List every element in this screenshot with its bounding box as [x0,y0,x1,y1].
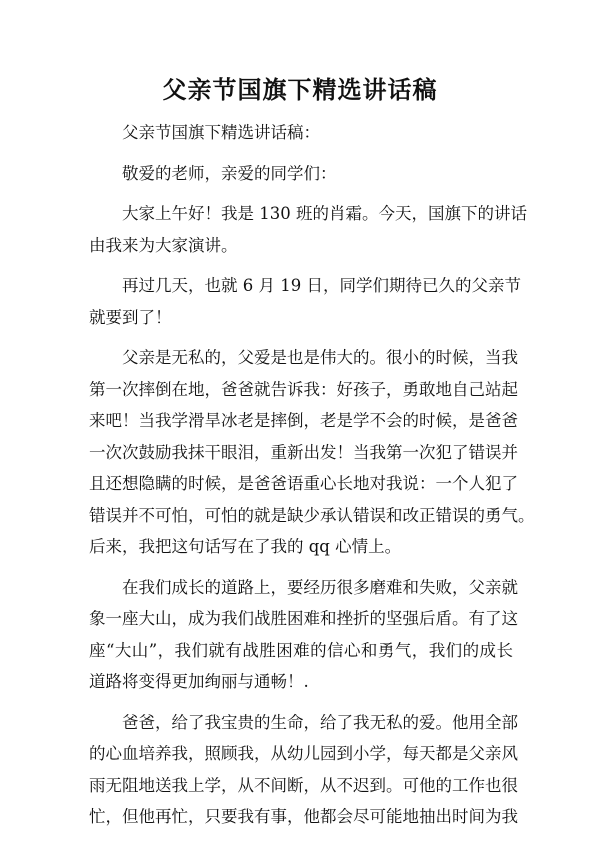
document-body [89,117,535,842]
paragraph [89,198,527,261]
paragraph-line: 忙，但他再忙，只要我有事，他都会尽可能地抽出时间为我 [89,807,518,826]
paragraph [89,707,518,833]
paragraph-line: 在我们成长的道路上，要经历很多磨难和失败，父亲就 [122,577,518,597]
paragraph [89,117,513,149]
paragraph-line: 再过几天，也就 6 月 19 日，同学们期待已久的父亲节 [122,276,521,295]
paragraph-line: 道路将变得更加绚丽与通畅！. [89,672,309,691]
paragraph-line: 敬爱的老师，亲爱的同学们： [122,163,337,183]
paragraph-line: 一次次鼓励我抹干眼泪，重新出发！当我第一次犯了错误并 [89,442,518,462]
paragraph-line: 且还想隐瞒的时候，是爸爸语重心长地对我说：一个人犯了 [89,474,518,493]
paragraph-line: 就要到了！ [89,307,172,327]
paragraph-line: 雨无阻地送我上学，从不间断，从不迟到。可他的工作也很 [89,775,518,795]
paragraph-line: 错误并不可怕，可怕的就是缺少承认错误和改正错误的勇气。 [89,505,535,525]
paragraph-line: 第一次摔倒在地，爸爸就告诉我：好孩子，勇敢地自己站起 [89,379,518,399]
paragraph-line: 父亲节国旗下精选讲话稿： [122,123,320,142]
paragraph-line: 象一座大山，成为我们战胜困难和挫折的坚强后盾。有了这 [89,609,518,628]
paragraph-line: 爸爸，给了我宝贵的生命，给了我无私的爱。他用全部 [122,712,518,732]
paragraph [89,158,513,190]
paragraph-line: 大家上午好！我是 130 班的肖霜。今天，国旗下的讲话 [122,204,527,223]
document-title: 父亲节国旗下精选讲话稿 [162,75,438,104]
paragraph-line: 的心血培养我，照顾我，从幼儿园到小学，每天都是父亲风 [89,744,518,763]
paragraph [89,342,535,563]
paragraph-line: 父亲是无私的，父爱是也是伟大的。很小的时候，当我 [122,348,518,367]
paragraph-line: 来吧！当我学滑旱冰老是摔倒，老是学不会的时候，是爸爸 [89,411,518,430]
paragraph [89,270,521,333]
paragraph-line: 由我来为大家演讲。 [89,235,238,255]
paragraph-line: 后来，我把这句话写在了我的 qq 心情上。 [89,537,402,556]
paragraph-line: 座“大山”，我们就有战胜困难的信心和勇气，我们的成长 [89,640,513,660]
paragraph [89,572,518,698]
